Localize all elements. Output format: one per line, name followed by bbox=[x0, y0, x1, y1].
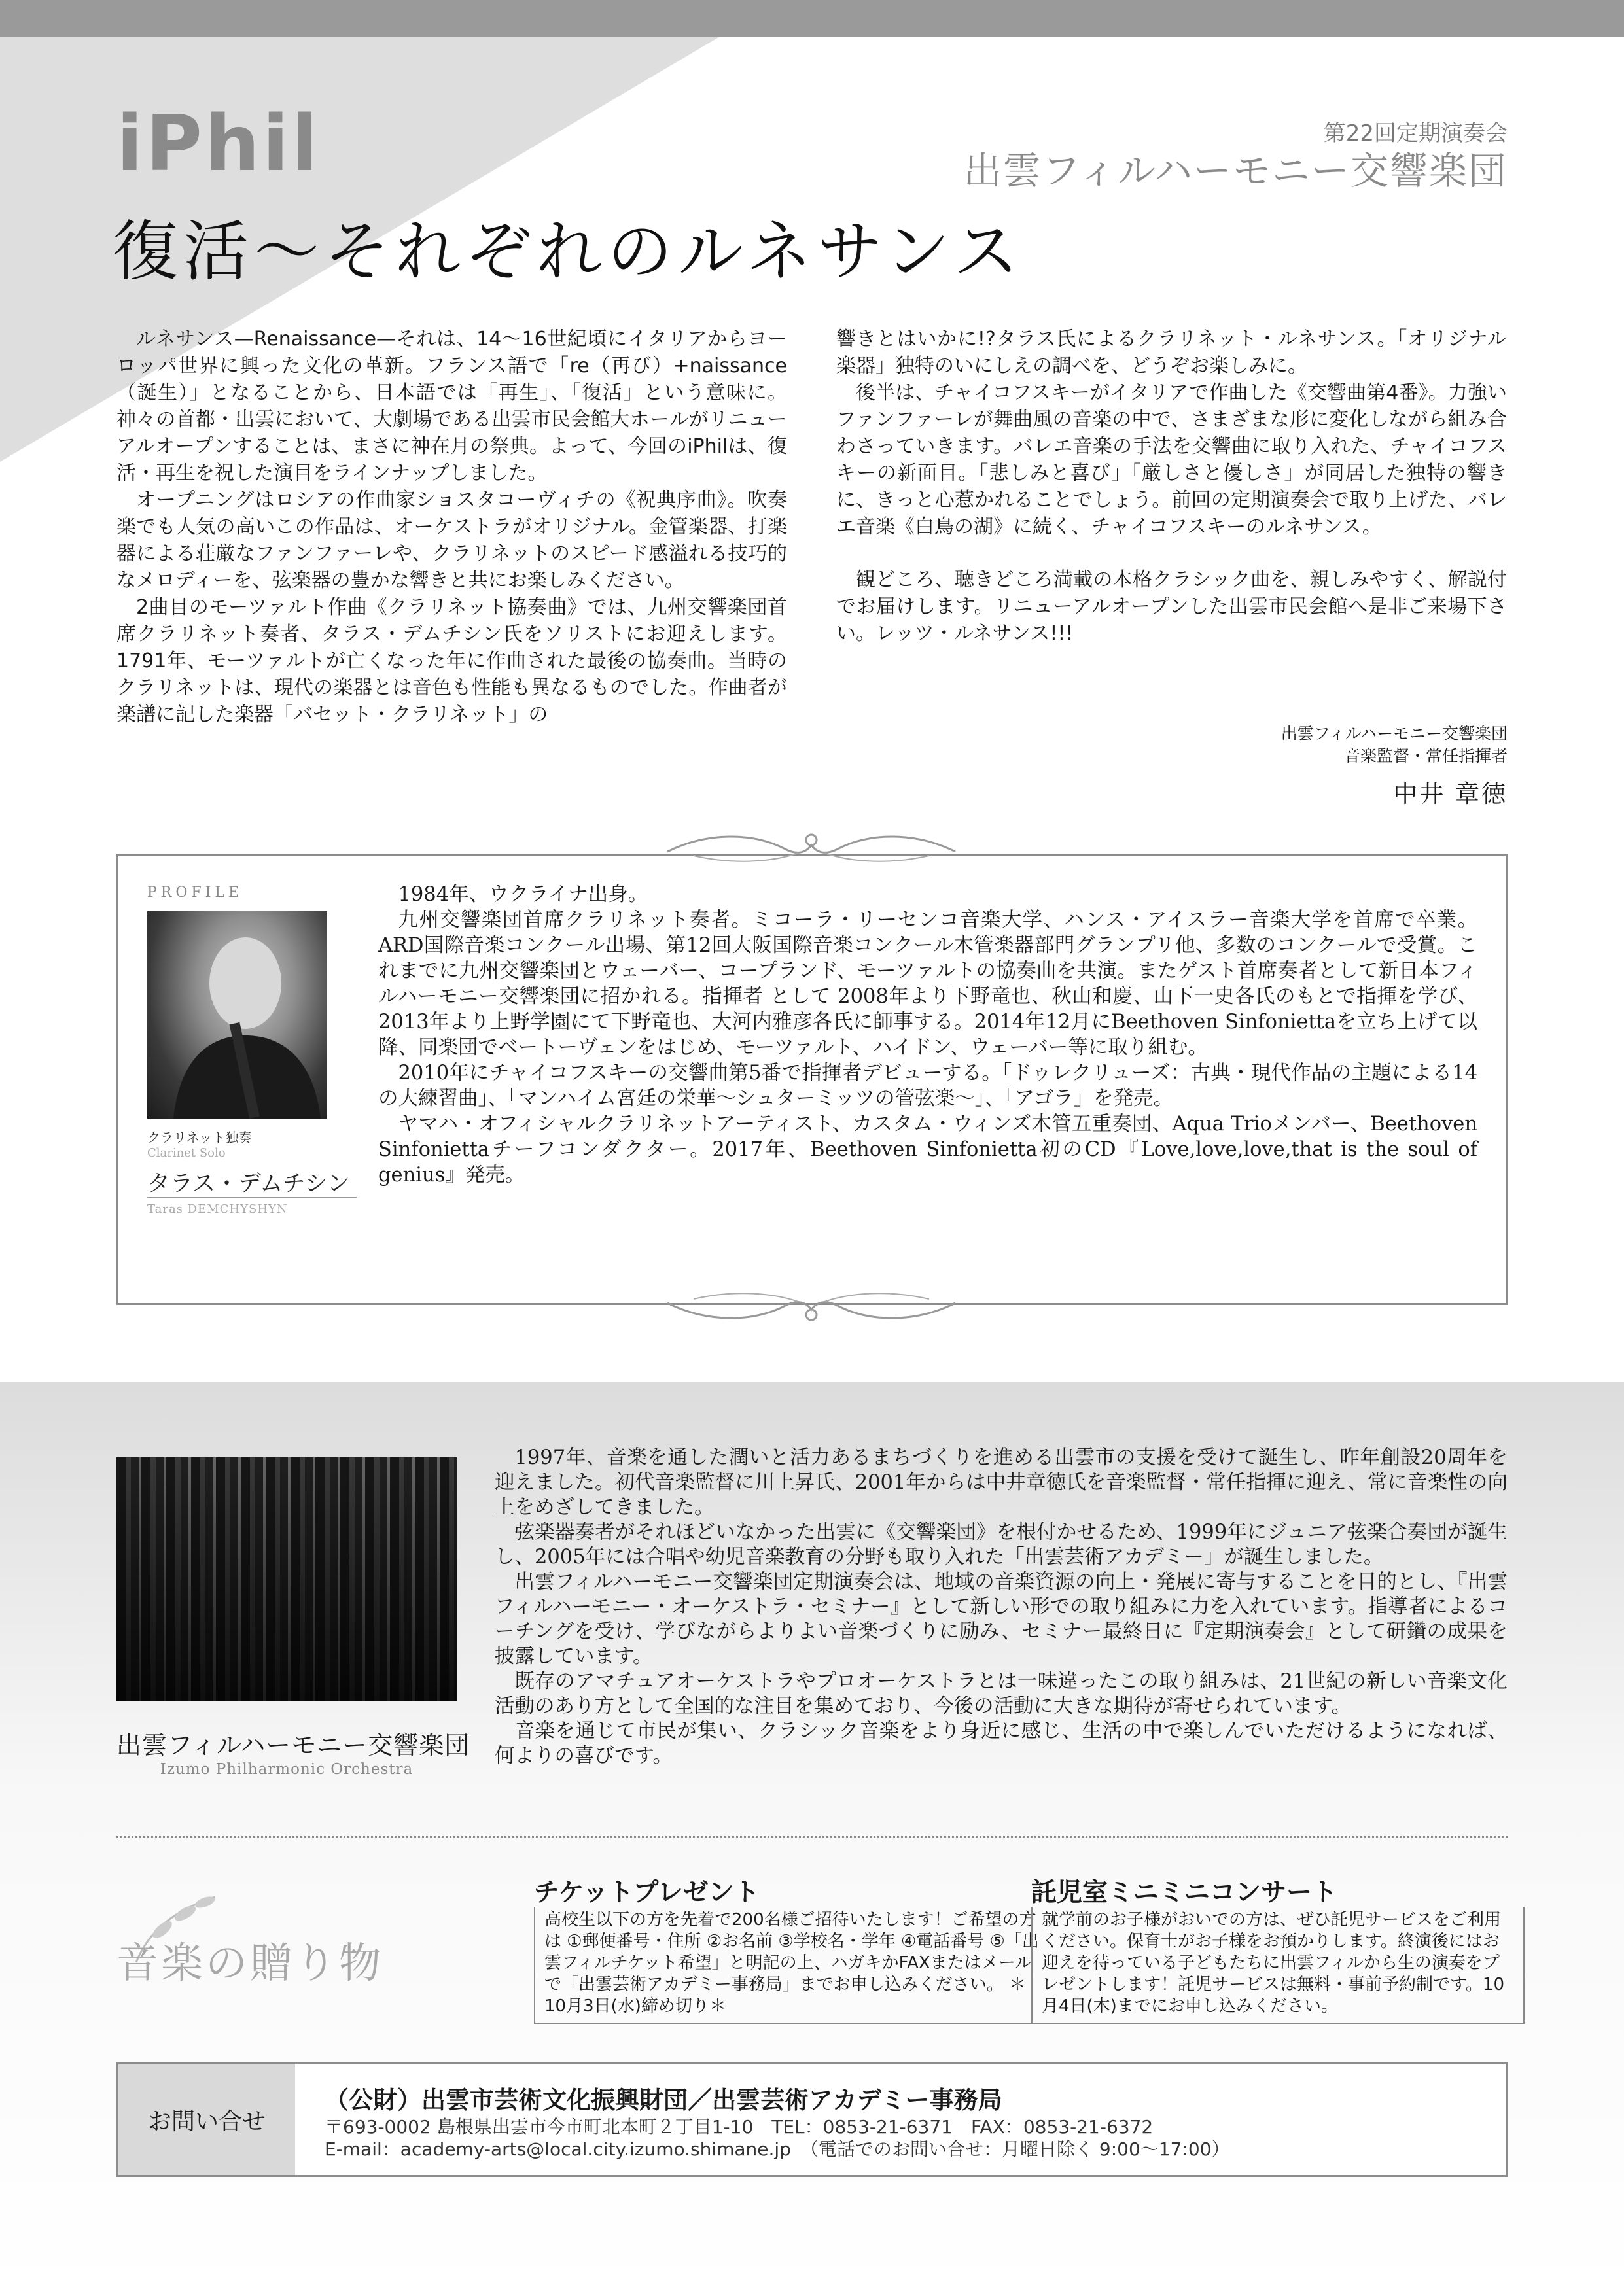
orchestra-name-ja: 出雲フィルハーモニー交響楽団 bbox=[116, 1731, 470, 1760]
orchestra-photo bbox=[116, 1457, 457, 1701]
soloist-photo bbox=[147, 911, 327, 1119]
intro-paragraph: 後半は、チャイコフスキーがイタリアで作曲した《交響曲第4番》。力強いファンファーレが舞曲風の音楽の中で、さまざまな形に変化しながら組み合わさっていきます。バレエ音楽の手法を交響曲に取り入れた、チャイコフスキーの新面目。「悲しみと喜び」「厳しさと優しさ」が同居した独特の響きに、きっと心惹かれることでしょう。前回の定期演奏会で取り上げた、バレエ音楽《白鳥の湖》に続く、チャイコフスキーのルネサンス。 bbox=[836, 381, 1507, 538]
bio-paragraph: ヤマハ・オフィシャルクラリネットアーティスト、カスタム・ウィンズ木管五重奏団、Aqua Trioメンバー、Beethoven Sinfoniettaチーフコンダクター。2017年、Beethoven Sinfonietta初のCD『Love,love,love,that is the soul of genius』発売。 bbox=[378, 1113, 1477, 1187]
signature-role: 音楽監督・常任指揮者 bbox=[1343, 746, 1508, 765]
contact-address: 〒693-0002 島根県出雲市今市町北本町２丁目1-10 TEL：0853-21-6371 FAX：0853-21-6372 bbox=[325, 2116, 1154, 2138]
orchestra-history bbox=[495, 1446, 1508, 1769]
solo-label-ja: クラリネット独奏 bbox=[147, 1130, 252, 1145]
soloist-name-en: Taras DEMCHYSHYN bbox=[147, 1202, 288, 1216]
signature bbox=[1281, 723, 1508, 809]
intro-column-1 bbox=[116, 326, 787, 728]
page-title: 復活〜それぞれのルネサンス bbox=[113, 213, 1024, 290]
profile-label: PROFILE bbox=[147, 884, 243, 901]
history-paragraph: 音楽を通じて市民が集い、クラシック音楽をより身近に感じ、生活の中で楽しんでいただけるようになれば、何よりの喜びです。 bbox=[495, 1720, 1508, 1767]
orchestra-heading: 出雲フィルハーモニー交響楽団 bbox=[963, 148, 1508, 193]
nursery-concert-title: 託児室ミニミニコンサート bbox=[1031, 1878, 1338, 1907]
bio-paragraph: 2010年にチャイコフスキーの交響曲第5番で指揮者デビューする。「ドゥレクリューズ：古典・現代作品の主題による14の大練習曲」、「マンハイム宮廷の栄華〜シュターミッツの管弦楽〜」、「アゴラ」を発売。 bbox=[378, 1062, 1477, 1110]
intro-paragraph: オープニングはロシアの作曲家ショスタコーヴィチの《祝典序曲》。吹奏楽でも人気の高いこの作品は、オーケストラがオリジナル。金管楽器、打楽器による荘厳なファンファーレや、クラリネットのスピード感溢れる技巧的なメロディーを、弦楽器の豊かな響きと共にお楽しみください。 bbox=[116, 489, 787, 592]
ticket-present-title: チケットプレゼント bbox=[534, 1878, 760, 1907]
ornament-bottom-icon bbox=[654, 1283, 968, 1329]
signature-name: 中井 章徳 bbox=[1393, 780, 1508, 808]
nursery-concert-text: 就学前のお子様がおいでの方は、ぜひ託児サービスをご利用ください。保育士がお子様をお預かりします。終演後にはお迎えを待っている子どもたちに出雲フィルから生の演奏をプレゼントします！託児サービスは無料・事前予約制です。10月4日(木)までにお申し込みください。 bbox=[1031, 1907, 1525, 2024]
intro-column-2 bbox=[836, 326, 1507, 647]
history-paragraph: 弦楽器奏者がそれほどいなかった出雲に《交響楽団》を根付かせるため、1999年にジュニア弦楽合奏団が誕生し、2005年には合唱や幼児音楽教育の分野も取り入れた「出雲芸術アカデミー」が誕生しました。 bbox=[495, 1521, 1508, 1569]
ornament-top-icon bbox=[654, 826, 968, 871]
intro-paragraph: 2曲目のモーツァルト作曲《クラリネット協奏曲》では、九州交響楽団首席クラリネット奏者、タラス・デムチシン氏をソリストにお迎えします。1791年、モーツァルトが亡くなった年に作曲された最後の協奏曲。当時のクラリネットは、現代の楽器とは音色も性能も異なるものでした。作曲者が楽譜に記した楽器「バセット・クラリネット」の bbox=[116, 596, 787, 726]
contact-label: お問い合せ bbox=[118, 2064, 295, 2175]
bio-paragraph: 1984年、ウクライナ出身。 bbox=[398, 883, 648, 906]
history-paragraph: 既存のアマチュアオーケストラやプロオーケストラとは一味違ったこの取り組みは、21世紀の新しい音楽文化活動のあり方として全国的な注目を集めており、今後の活動に大きな期待が寄せられています。 bbox=[495, 1670, 1508, 1718]
dotted-divider bbox=[116, 1836, 1508, 1838]
intro-paragraph: ルネサンス—Renaissance—それは、14〜16世紀頃にイタリアからヨーロッパ世界に興った文化の革新。フランス語で「re（再び）+naissance（誕生）」となることから、日本語では「再生」、「復活」という意味に。神々の首都・出雲において、大劇場である出雲市民会館大ホールがリニューアルオープンすることは、まさに神在月の祭典。よって、今回のiPhilは、復活・再生を祝した演目をラインナップしました。 bbox=[116, 328, 787, 485]
intro-paragraph: 観どころ、聴きどころ満載の本格クラシック曲を、親しみやすく、解説付でお届けします。リニューアルオープンした出雲市民会館へ是非ご来場下さい。レッツ・ルネサンス!!! bbox=[836, 568, 1507, 645]
soloist-bio bbox=[378, 882, 1477, 1188]
divider bbox=[147, 1197, 357, 1198]
gift-label: 音楽の贈り物 bbox=[116, 1939, 383, 1988]
contact-email[interactable]: E-mail：academy-arts@local.city.izumo.shimane.jp （電話でのお問い合せ：月曜日除く 9:00〜17:00） bbox=[325, 2138, 1230, 2160]
history-paragraph: 1997年、音楽を通した潤いと活力あるまちづくりを進める出雲市の支援を受けて誕生し、昨年創設20周年を迎えました。初代音楽監督に川上昇氏、2001年からは中井章徳氏を音楽監督・常任指揮に迎え、常に音楽性の向上をめざしてきました。 bbox=[495, 1446, 1508, 1519]
intro-paragraph: 響きとはいかに!?タラス氏によるクラリネット・ルネサンス。「オリジナル楽器」独特のいにしえの調べを、どうぞお楽しみに。 bbox=[836, 328, 1507, 377]
concert-number: 第22回定期演奏会 bbox=[1323, 120, 1508, 147]
signature-org: 出雲フィルハーモニー交響楽団 bbox=[1280, 724, 1508, 743]
solo-label-en: Clarinet Solo bbox=[147, 1146, 226, 1160]
top-bar bbox=[0, 0, 1624, 37]
contact-org: （公財）出雲市芸術文化振興財団／出雲芸術アカデミー事務局 bbox=[325, 2086, 1002, 2114]
iphil-logo: iPhil bbox=[116, 98, 321, 188]
history-paragraph: 出雲フィルハーモニー交響楽団定期演奏会は、地域の音楽資源の向上・発展に寄与することを目的とし、『出雲フィルハーモニー・オーケストラ・セミナー』として新しい形での取り組みに力を入れています。指導者によるコーチングを受け、学びながらよりよい音楽づくりに励み、セミナー最終日に『定期演奏会』として研鑽の成果を披露しています。 bbox=[495, 1571, 1508, 1668]
orchestra-name-en: Izumo Philharmonic Orchestra bbox=[160, 1761, 414, 1778]
ticket-present-text: 高校生以下の方を先着で200名様ご招待いたします！ご希望の方は ①郵便番号・住所 ②お名前 ③学校名・学年 ④電話番号 ⑤「出雲フィルチケット希望」と明記の上、ハガキかFAXまたはメールで「出雲芸術アカデミー事務局」までお申し込みください。 ＊10月3日(水)締め切り＊ bbox=[534, 1907, 1040, 2024]
soloist-name-ja: タラス・デムチシン bbox=[147, 1171, 350, 1197]
bio-paragraph: 九州交響楽団首席クラリネット奏者。ミコーラ・リーセンコ音楽大学、ハンス・アイスラー音楽大学を首席で卒業。ARD国際音楽コンクール出場、第12回大阪国際音楽コンクール木管楽器部門グランプリ他、多数のコンクールで受賞。これまでに九州交響楽団とウェーバー、コープランド、モーツァルトの協奏曲を共演。またゲスト首席奏者として新日本フィルハーモニー交響楽団に招かれる。指揮者 として 2008年より下野竜也、秋山和慶、山下一史各氏のもとで指揮を学び、2013年より上野学園にて下野竜也、大河内雅彦各氏に師事する。2014年12月にBeethoven Sinfoniettaを立ち上げて以降、同楽団でベートーヴェンをはじめ、モーツァルト、ハイドン、ウェーバー等に取り組む。 bbox=[378, 909, 1477, 1059]
